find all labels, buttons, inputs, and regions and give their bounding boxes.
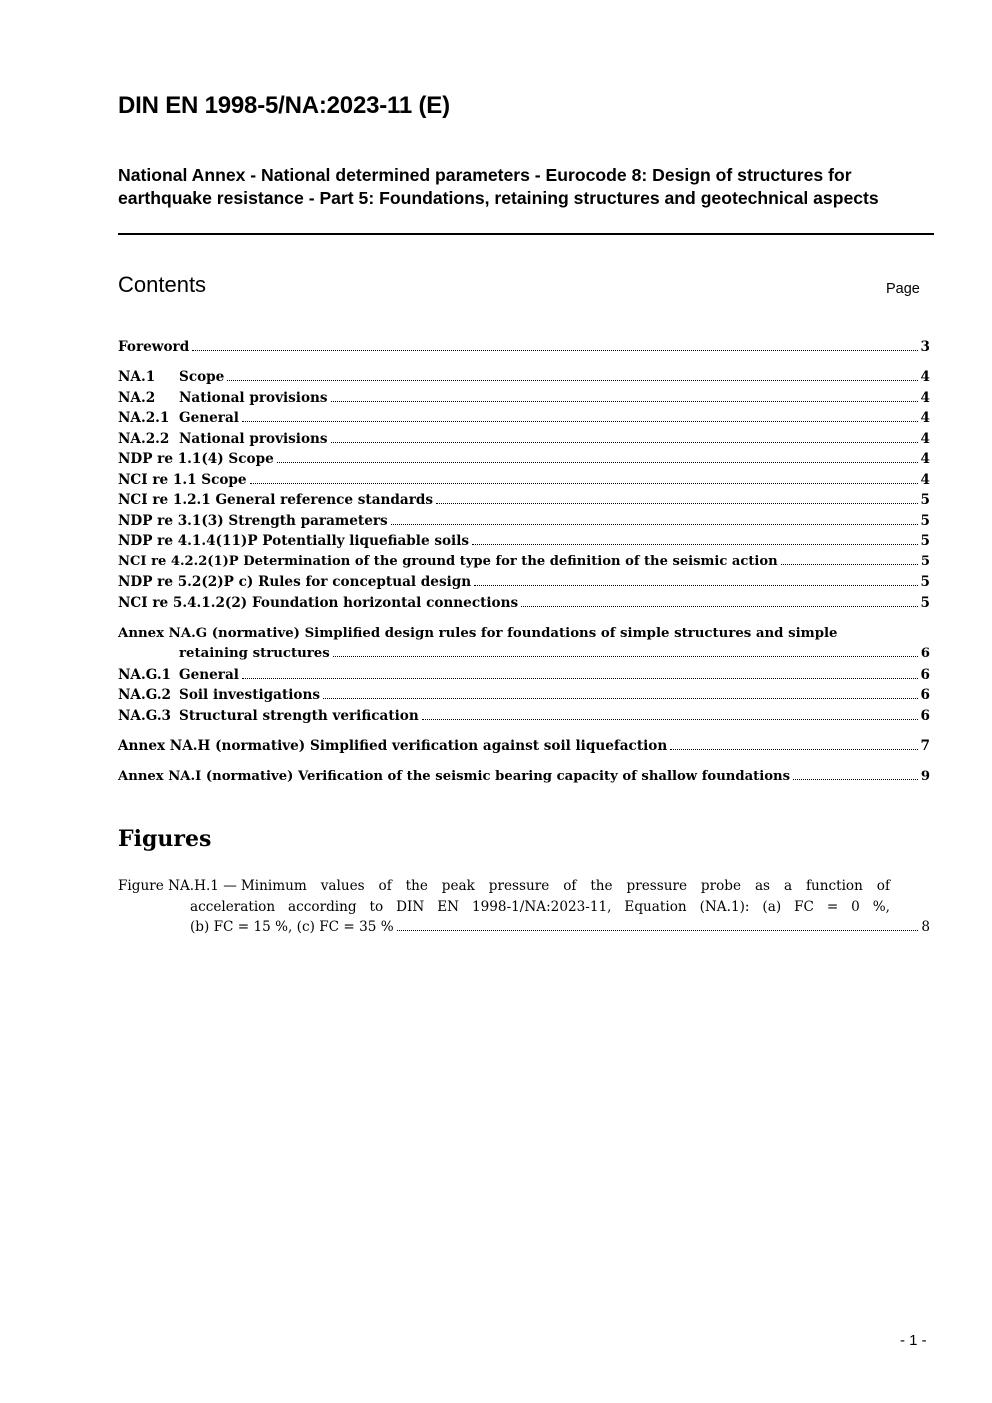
toc-entry-na-2-1[interactable] [118,409,930,427]
toc-entry-title: Foreword [118,339,190,355]
toc-entry-nci-5-4-1-2[interactable] [118,594,930,612]
toc-entry-title: Scope [179,369,225,385]
figures-heading: Figures [118,826,212,852]
toc-entry-title: General [179,667,239,683]
toc-entry-nci-4-2-2-1[interactable] [118,553,930,571]
toc-entry-foreword[interactable] [118,338,930,356]
toc-entry-number: NA.G.1 [118,667,172,683]
toc-leader-dots [227,380,917,381]
toc-entry-page: 4 [920,390,930,406]
figure-caption-line: (b) FC = 15 %, (c) FC = 35 % [190,919,394,935]
figure-entry-page: 8 [921,919,930,935]
toc-leader-dots [333,656,918,657]
toc-entry-annex-na-h[interactable] [118,737,930,755]
toc-entry-page: 3 [920,339,930,355]
toc-leader-dots [250,483,918,484]
toc-entry-page: 5 [920,595,930,611]
toc-entry-number: NA.2.2 [118,431,170,447]
toc-entry-title-continued: retaining structures [179,646,330,661]
toc-entry-page: 5 [920,513,930,529]
toc-entry-ndp-1-1-4[interactable] [118,450,930,468]
toc-entry-page: 9 [920,769,930,784]
toc-entry-page: 5 [920,554,930,569]
toc-entry-title: National provisions [179,390,328,406]
toc-leader-dots [670,749,917,750]
toc-entry-title: NCI re 4.2.2(1)P Determination of the ground type for the definition of the seismic action [118,554,778,569]
page-number: - 1 - [900,1332,927,1349]
figure-label: Figure NA.H.1 — [118,878,237,894]
toc-entry-number: NA.1 [118,369,156,385]
toc-entry-annex-na-g[interactable] [118,624,930,664]
toc-leader-dots [781,564,918,565]
toc-entry-nci-1-2-1[interactable] [118,491,930,509]
toc-entry-number: NA.2 [118,390,156,406]
toc-entry-na-2-2[interactable] [118,430,930,448]
toc-entry-page: 4 [920,472,930,488]
toc-entry-title: National provisions [179,431,328,447]
title-divider [118,233,934,235]
toc-leader-dots [242,678,918,679]
toc-leader-dots [323,698,918,699]
page-column-label: Page [886,281,920,297]
toc-entry-title: NCI re 1.2.1 General reference standards [118,492,434,508]
toc-entry-nci-1-1[interactable] [118,471,930,489]
document-code-title: DIN EN 1998-5/NA:2023-11 (E) [118,92,450,119]
toc-entry-page: 6 [920,646,930,661]
figure-list-entry-na-h-1[interactable] [118,876,930,938]
toc-entry-title: NCI re 1.1 Scope [118,472,247,488]
toc-entry-title: Soil investigations [179,687,320,703]
toc-entry-na-g-3[interactable] [118,707,930,725]
toc-entry-page: 7 [920,738,930,754]
toc-entry-ndp-3-1-3[interactable] [118,512,930,530]
figure-caption-line: Minimum values of the peak pressure of the pressure probe as a function of [240,878,890,894]
figure-caption-line: acceleration according to DIN EN 1998-1/NA:2023-11, Equation (NA.1): (a) FC = 0 %, [190,898,890,915]
toc-entry-title: Annex NA.I (normative) Verification of the seismic bearing capacity of shallow foundations [118,769,791,784]
toc-leader-dots [331,401,918,402]
toc-entry-na-g-1[interactable] [118,666,930,684]
toc-leader-dots [436,503,918,504]
toc-entry-title: Structural strength verification [179,708,419,724]
toc-entry-page: 6 [920,708,930,724]
toc-entry-page: 5 [920,574,930,590]
toc-entry-page: 4 [920,431,930,447]
toc-leader-dots [277,462,918,463]
toc-entry-title: NDP re 1.1(4) Scope [118,451,274,467]
toc-entry-title: NDP re 4.1.4(11)P Potentially liquefiable soils [118,533,470,549]
toc-leader-dots [521,606,917,607]
toc-entry-page: 5 [920,533,930,549]
toc-entry-ndp-5-2-2[interactable] [118,573,930,591]
toc-entry-title: General [179,410,239,426]
toc-leader-dots [474,585,917,586]
toc-entry-title: Annex NA.H (normative) Simplified verification against soil liquefaction [118,738,668,754]
toc-entry-title: NDP re 5.2(2)P c) Rules for conceptual design [118,574,472,590]
toc-leader-dots [472,544,917,545]
toc-entry-page: 5 [920,492,930,508]
toc-leader-dots [793,779,918,780]
toc-entry-page: 4 [920,369,930,385]
toc-leader-dots [242,421,918,422]
toc-entry-number: NA.2.1 [118,410,170,426]
toc-leader-dots [331,442,918,443]
toc-entry-title: Annex NA.G (normative) Simplified design rules for foundations of simple structures and simple [118,626,838,641]
contents-heading: Contents [118,272,207,297]
toc-entry-title: NDP re 3.1(3) Strength parameters [118,513,388,529]
toc-entry-page: 6 [920,687,930,703]
toc-leader-dots [397,930,919,931]
toc-entry-page: 4 [920,410,930,426]
toc-entry-na-1[interactable] [118,368,930,386]
toc-leader-dots [192,350,917,351]
toc-entry-ndp-4-1-4-11[interactable] [118,532,930,550]
toc-entry-page: 4 [920,451,930,467]
toc-entry-page: 6 [920,667,930,683]
toc-leader-dots [391,524,918,525]
toc-entry-annex-na-i[interactable] [118,768,930,786]
toc-leader-dots [422,719,918,720]
toc-entry-number: NA.G.2 [118,687,172,703]
toc-entry-title: NCI re 5.4.1.2(2) Foundation horizontal connections [118,595,519,611]
document-subtitle: National Annex - National determined parameters - Eurocode 8: Design of structures for earthquake resistance - Part 5: Foundations, retaining structures and geotechnical aspects [118,165,879,208]
toc-entry-number: NA.G.3 [118,708,172,724]
toc-entry-na-2[interactable] [118,389,930,407]
toc-entry-na-g-2[interactable] [118,686,930,704]
